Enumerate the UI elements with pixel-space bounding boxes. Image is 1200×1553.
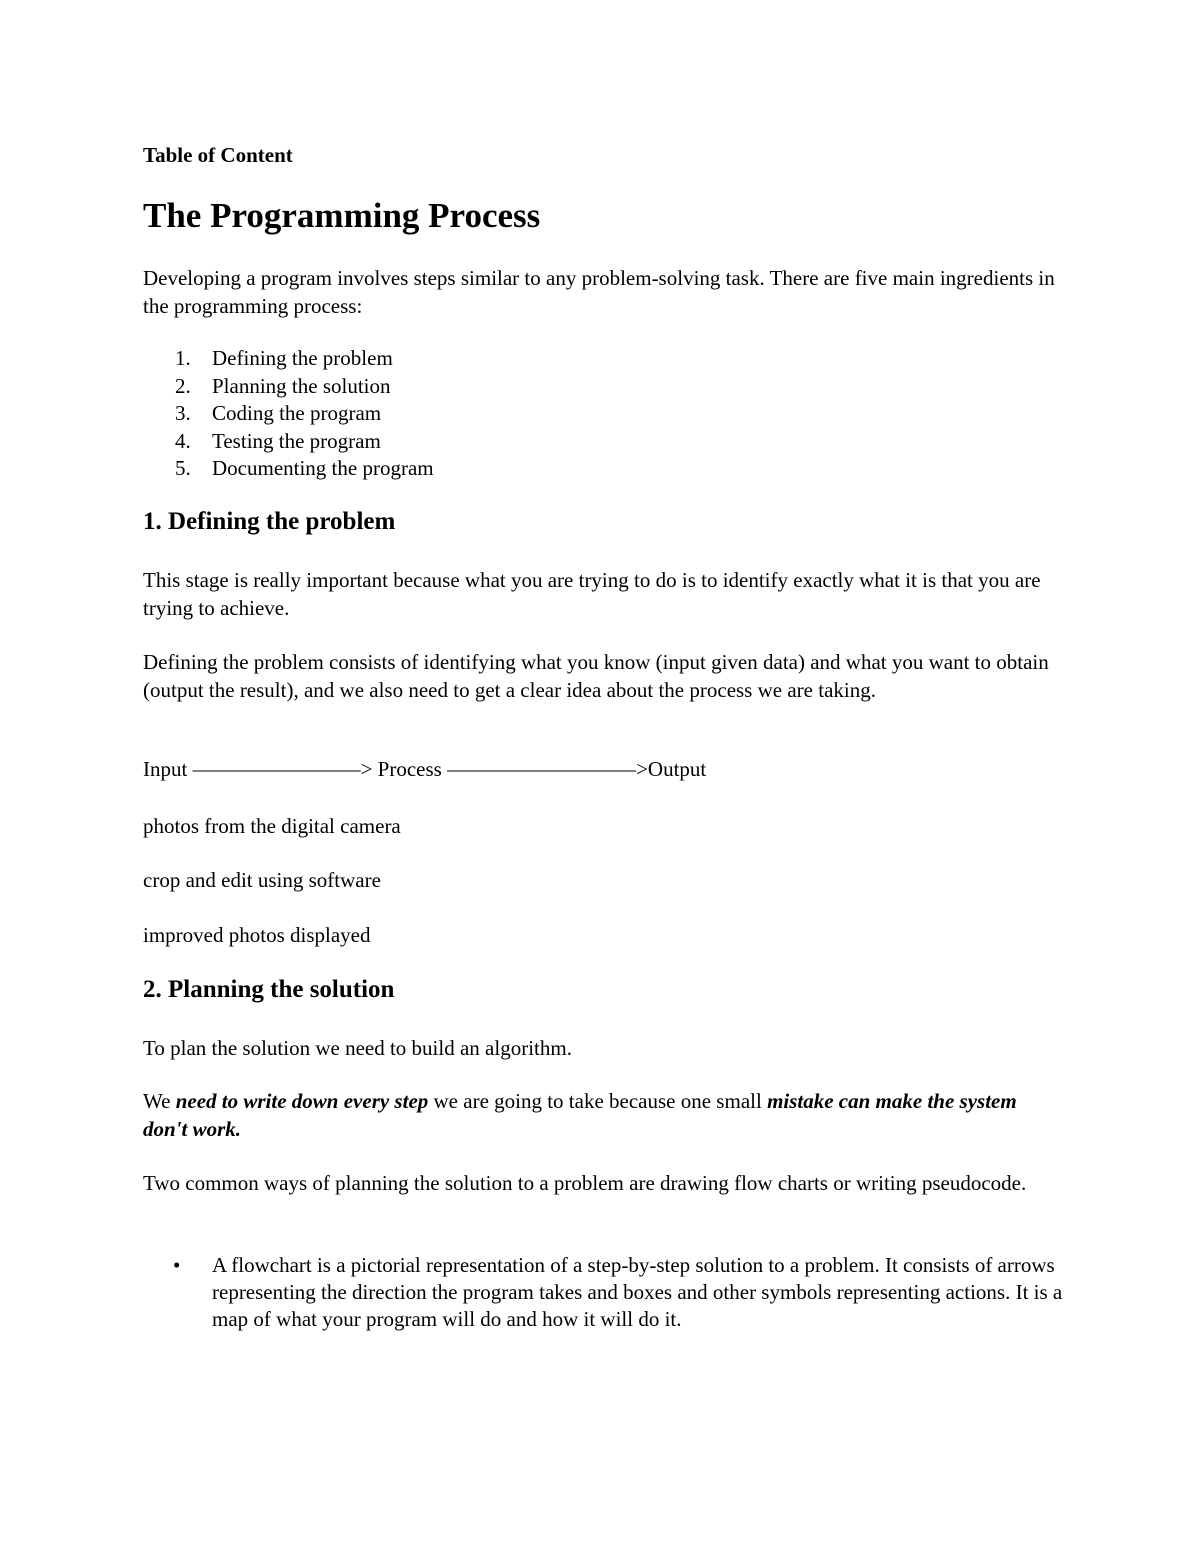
section1-paragraph-2: Defining the problem consists of identifying what you know (input given data) and what you want to obtain (output the result), and we also need to get a clear idea about the process we are taking. (143, 650, 1049, 702)
section2-paragraph-2 (143, 1087, 1063, 1143)
planning-methods-list (143, 1252, 1063, 1333)
section-heading-planning-solution: 2. Planning the solution (143, 976, 395, 1003)
section1-paragraph-1: This stage is really important because what you are trying to do is to identify exactly what it is that you are trying to achieve. (143, 568, 1041, 620)
bullet-icon: • (173, 1253, 181, 1277)
paragraph-text: we are going to take because one small (428, 1089, 768, 1113)
list-item-label: Planning the solution (212, 373, 391, 398)
emphasis-text: need to write down every step (175, 1089, 429, 1113)
section-heading-defining-problem: 1. Defining the problem (143, 508, 396, 535)
example-input-text: photos from the digital camera (143, 814, 401, 838)
list-item (143, 1252, 1063, 1333)
list-item (143, 373, 434, 401)
list-item-number: 5. (175, 456, 191, 480)
example-process-text: crop and edit using software (143, 868, 381, 892)
list-item (143, 428, 434, 456)
list-item-label: Documenting the program (212, 456, 434, 480)
list-item (143, 400, 434, 428)
page-title: The Programming Process (143, 196, 541, 235)
paragraph-text: We (143, 1089, 176, 1113)
list-item-number: 1. (175, 346, 191, 370)
table-of-content-label: Table of Content (143, 143, 293, 167)
intro-paragraph: Developing a program involves steps similar to any problem-solving task. There are five main ingredients in the programming process: (143, 266, 1055, 318)
emphasis-text: mistake can make the system don't work. (143, 1089, 1017, 1141)
list-item (143, 455, 434, 483)
example-output-text: improved photos displayed (143, 923, 371, 947)
list-item-text: A flowchart is a pictorial representation of a step-by-step solution to a problem. It consists of arrows representing the direction the program takes and boxes and other symbols representing actions. It is a map of what your program will do and how it will do it. (212, 1253, 1063, 1331)
list-item-label: Defining the problem (212, 346, 393, 370)
input-process-output-flow: Input ————————> Process —————————>Output (143, 757, 707, 781)
section2-paragraph-1: To plan the solution we need to build an algorithm. (143, 1036, 572, 1060)
list-item-label: Coding the program (212, 401, 382, 425)
section2-paragraph-3: Two common ways of planning the solution to a problem are drawing flow charts or writing pseudocode. (143, 1171, 1027, 1195)
list-item-number: 3. (175, 401, 191, 425)
list-item-number: 2. (175, 373, 191, 398)
list-item-label: Testing the program (212, 428, 381, 453)
process-steps-list (143, 345, 434, 483)
list-item-number: 4. (175, 428, 191, 453)
list-item (143, 345, 434, 373)
